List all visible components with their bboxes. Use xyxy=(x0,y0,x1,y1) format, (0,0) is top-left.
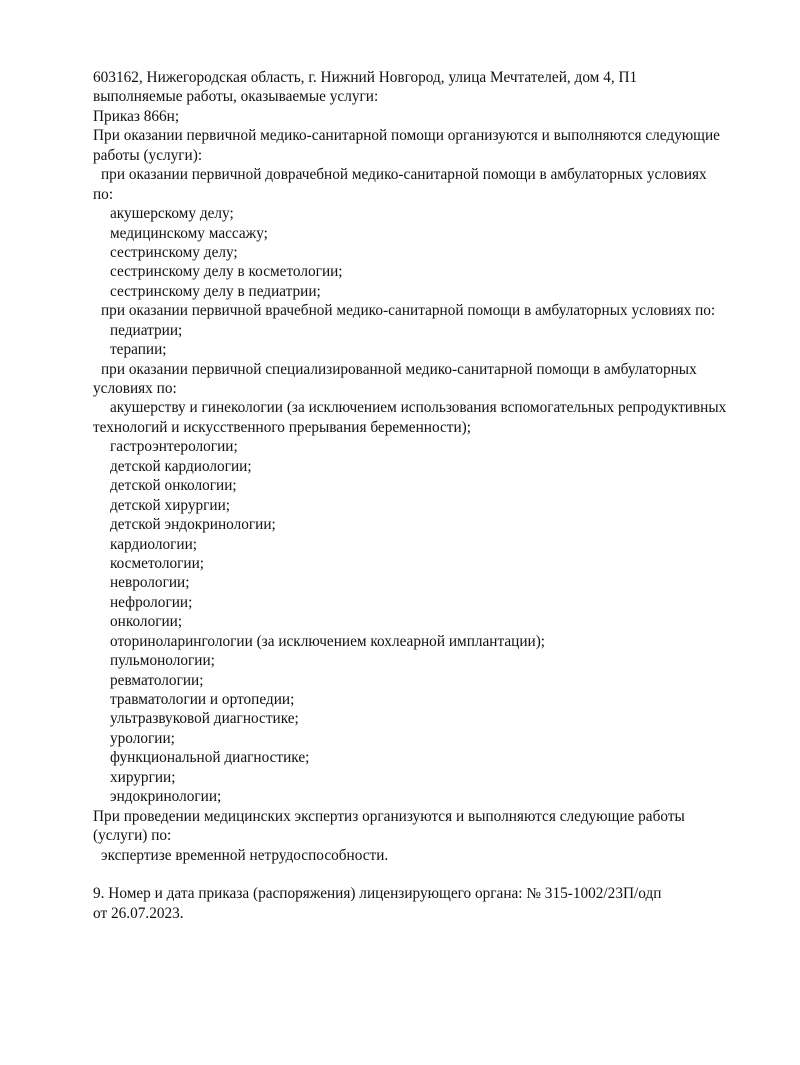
list-item: урологии; xyxy=(110,729,175,747)
primary-intro-line: работы (услуги): xyxy=(93,146,203,164)
list-item: сестринскому делу; xyxy=(110,243,238,261)
specialized-list xyxy=(93,437,773,806)
list-item: эндокринологии; xyxy=(110,788,222,806)
list-item: акушерскому делу; xyxy=(110,205,234,223)
list-item: кардиологии; xyxy=(110,535,198,553)
spacer xyxy=(93,865,773,884)
list-item: функциональной диагностике; xyxy=(110,749,310,767)
physician-list xyxy=(93,321,773,360)
specialized-heading: при оказании первичной специализированной медико-санитарной помощи в амбулаторных xyxy=(101,360,697,378)
list-item: хирургии; xyxy=(110,768,176,786)
list-item: детской хирургии; xyxy=(110,496,231,514)
physician-heading: при оказании первичной врачебной медико-санитарной помощи в амбулаторных условиях по: xyxy=(101,302,716,320)
list-item: акушерству и гинекологии (за исключением использования вспомогательных репродуктивных xyxy=(110,399,727,417)
license-order-section xyxy=(93,884,773,923)
list-item: косметологии; xyxy=(110,554,205,572)
list-item: детской эндокринологии; xyxy=(110,516,276,534)
order-reference: Приказ 866н; xyxy=(93,107,180,125)
address-line: 603162, Нижегородская область, г. Нижний Новгород, улица Мечтателей, дом 4, П1 xyxy=(93,69,638,86)
list-item: сестринскому делу в косметологии; xyxy=(110,263,343,281)
list-item: ревматологии; xyxy=(110,671,204,689)
prehospital-heading: по: xyxy=(93,185,114,203)
list-item: травматологии и ортопедии; xyxy=(110,691,295,708)
list-item: детской онкологии; xyxy=(110,477,237,495)
list-item: сестринскому делу в педиатрии; xyxy=(110,282,321,300)
list-item: нефрологии; xyxy=(110,593,193,611)
list-item: технологий и искусственного прерывания беременности); xyxy=(93,418,472,436)
license-order-line: от 26.07.2023. xyxy=(93,904,184,922)
list-item: экспертизе временной нетрудоспособности. xyxy=(101,846,389,864)
license-order-line: 9. Номер и дата приказа (распоряжения) лицензирующего органа: № 315-1002/23П/одп xyxy=(93,885,662,903)
specialized-heading: условиях по: xyxy=(93,380,177,397)
list-item: ультразвуковой диагностике; xyxy=(110,710,299,728)
list-item: пульмонологии; xyxy=(110,652,215,670)
list-item: терапии; xyxy=(110,341,167,359)
physician-section xyxy=(93,301,773,359)
prehospital-section xyxy=(93,165,773,301)
list-item: медицинскому массажу; xyxy=(110,224,268,242)
prehospital-list xyxy=(93,204,773,301)
license-document-page xyxy=(93,68,773,923)
specialized-section xyxy=(93,360,773,807)
expertise-section xyxy=(93,807,773,865)
prehospital-heading: при оказании первичной доврачебной медико-санитарной помощи в амбулаторных условиях xyxy=(101,166,707,184)
list-item: онкологии; xyxy=(110,613,183,631)
list-item: гастроэнтерологии; xyxy=(110,438,238,456)
expertise-intro: (услуги) по: xyxy=(93,827,172,845)
list-item: педиатрии; xyxy=(110,321,183,339)
list-item: оториноларингологии (за исключением кохлеарной имплантации); xyxy=(110,632,546,650)
expertise-intro: При проведении медицинских экспертиз организуются и выполняются следующие работы xyxy=(93,807,685,825)
list-item: детской кардиологии; xyxy=(110,457,252,475)
works-label: выполняемые работы, оказываемые услуги: xyxy=(93,88,379,106)
primary-intro-line: При оказании первичной медико-санитарной помощи организуются и выполняются следующие xyxy=(93,127,720,145)
list-item: неврологии; xyxy=(110,574,190,592)
